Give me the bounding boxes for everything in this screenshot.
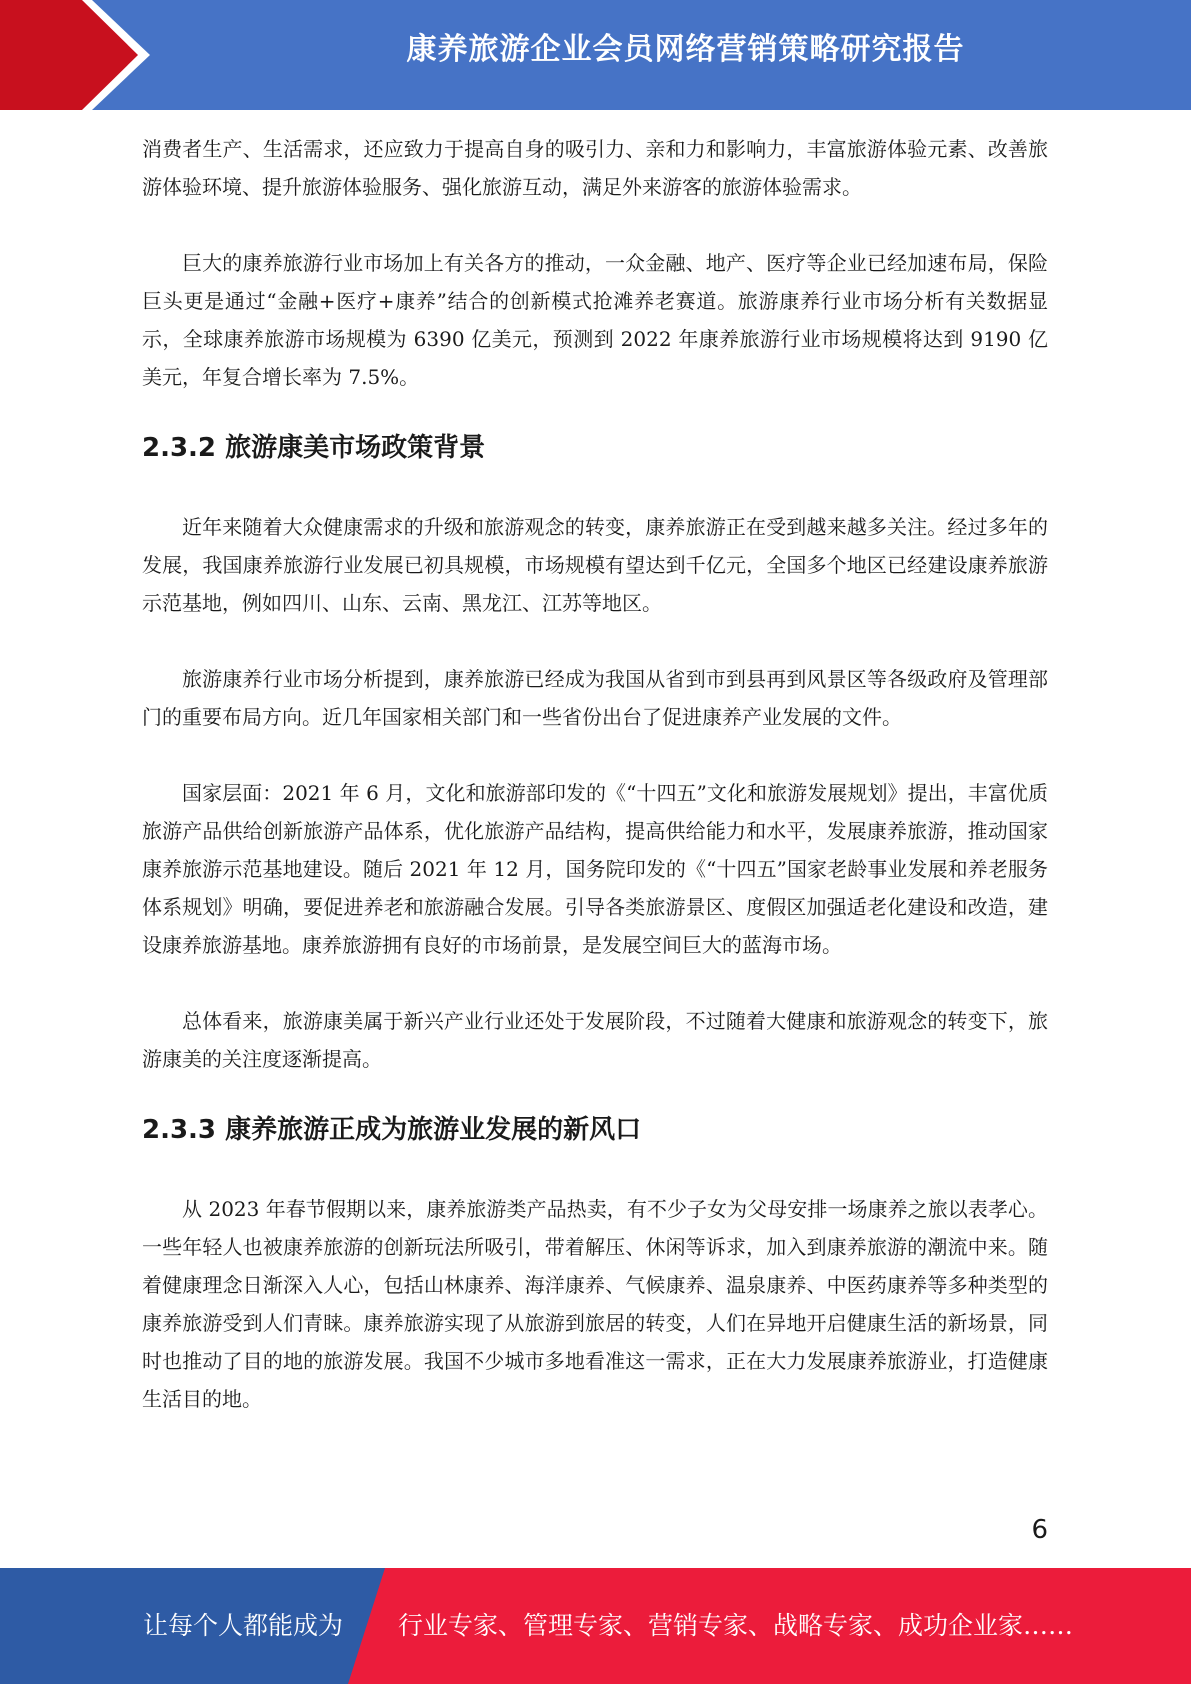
paragraph-5: 国家层面：2021 年 6 月，文化和旅游部印发的《“十四五”文化和旅游发展规划》提出，丰富优质旅游产品供给创新旅游产品体系，优化旅游产品结构，提高供给能力和水平，发展康养旅游，推动国家康养旅游示范基地建设。随后 2021 年 12 月，国务院印发的《“十四五”国家老龄事业发展和养老服务体系规划》明确，要促进养老和旅游融合发展。引导各类旅游景区、度假区加强适老化建设和改造，建设康养旅游基地。康养旅游拥有良好的市场前景，是发展空间巨大的蓝海市场。 [142, 781, 1048, 957]
header-banner [0, 0, 1191, 110]
footer-slogan-right: 行业专家、管理专家、营销专家、战略专家、成功企业家…… [398, 1611, 1074, 1640]
paragraph-1: 消费者生产、生活需求，还应致力于提高自身的吸引力、亲和力和影响力，丰富旅游体验元素、改善旅游体验环境、提升旅游体验服务、强化旅游互动，满足外来游客的旅游体验需求。 [142, 137, 1048, 199]
footer-slogan-left: 让每个人都能成为 [143, 1611, 344, 1640]
paragraph-4: 旅游康养行业市场分析提到，康养旅游已经成为我国从省到市到县再到风景区等各级政府及管理部门的重要布局方向。近几年国家相关部门和一些省份出台了促进康养产业发展的文件。 [142, 667, 1048, 729]
paragraph-3: 近年来随着大众健康需求的升级和旅游观念的转变，康养旅游正在受到越来越多关注。经过多年的发展，我国康养旅游行业发展已初具规模，市场规模有望达到千亿元，全国多个地区已经建设康养旅游示范基地，例如四川、山东、云南、黑龙江、江苏等地区。 [142, 515, 1048, 615]
footer-banner [0, 1568, 1191, 1684]
document-body [142, 130, 1048, 1418]
page-number: 6 [1031, 1515, 1048, 1545]
section-heading-2-3-3: 2.3.3 康养旅游正成为旅游业发展的新风口 [142, 1115, 642, 1145]
paragraph-7: 从 2023 年春节假期以来，康养旅游类产品热卖，有不少子女为父母安排一场康养之旅以表孝心。一些年轻人也被康养旅游的创新玩法所吸引，带着解压、休闲等诉求，加入到康养旅游的潮流中来。随着健康理念日渐深入人心，包括山林康养、海洋康养、气候康养、温泉康养、中医药康养等多种类型的康养旅游受到人们青睐。康养旅游实现了从旅游到旅居的转变，人们在异地开启健康生活的新场景，同时也推动了目的地的旅游发展。我国不少城市多地看准这一需求，正在大力发展康养旅游业，打造健康生活目的地。 [142, 1197, 1048, 1411]
paragraph-2: 巨大的康养旅游行业市场加上有关各方的推动，一众金融、地产、医疗等企业已经加速布局，保险巨头更是通过“金融+医疗+康养”结合的创新模式抢滩养老赛道。旅游康养行业市场分析有关数据显示，全球康养旅游市场规模为 6390 亿美元，预测到 2022 年康养旅游行业市场规模将达到 9190 亿美元，年复合增长率为 7.5%。 [142, 251, 1048, 389]
paragraph-6: 总体看来，旅游康美属于新兴产业行业还处于发展阶段，不过随着大健康和旅游观念的转变下，旅游康美的关注度逐渐提高。 [142, 1009, 1048, 1071]
section-heading-2-3-2: 2.3.2 旅游康美市场政策背景 [142, 433, 486, 463]
report-title: 康养旅游企业会员网络营销策略研究报告 [406, 32, 965, 67]
header-arrow-decoration [0, 0, 150, 110]
